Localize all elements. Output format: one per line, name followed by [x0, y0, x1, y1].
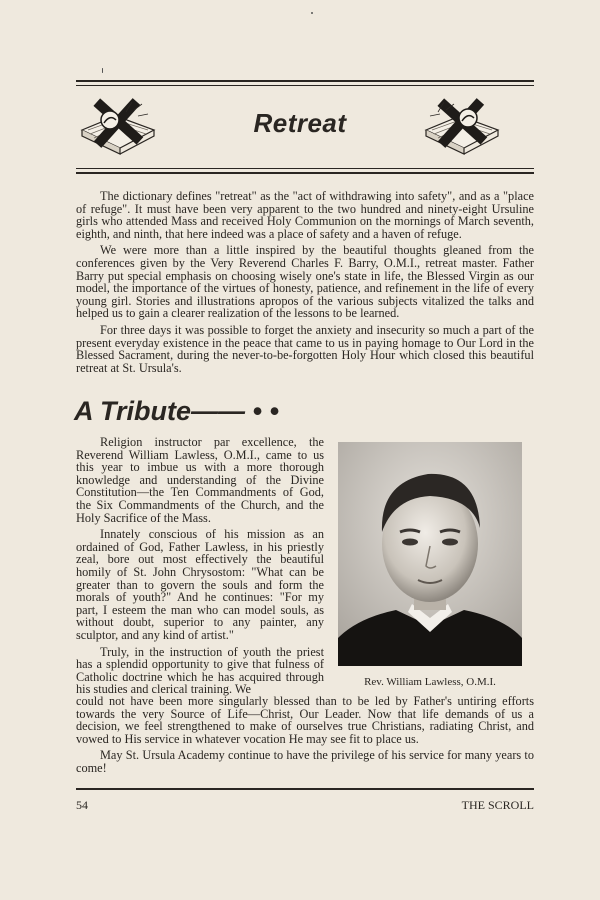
- tribute-continuation: [76, 695, 534, 779]
- paragraph: could not have been more singularly blessed than to be led by Father's untiring efforts towards the very Source of Life—Christ, Our Leader. Now that life demands of us a decision, we feel strengthened to make of ourselves true Christians, radiating Christ, and vowed to His service in whatever vocation He may see fit to place us.: [76, 694, 534, 746]
- publication-name: THE SCROLL: [461, 798, 534, 812]
- header-rule-top-thin: [76, 85, 534, 86]
- paragraph: May St. Ursula Academy continue to have the privilege of his service for many years to come!: [76, 748, 534, 775]
- cross-and-open-book-icon: [420, 90, 504, 162]
- header-rule-top: [76, 80, 534, 82]
- tribute-column: [76, 436, 324, 700]
- paragraph: Truly, in the instruction of youth the priest has a splendid opportunity to give that fulness of Catholic doctrine which he has acquired through his studies and clerical training. We: [76, 644, 324, 697]
- paragraph: For three days it was possible to forget the anxiety and insecurity so much a part of the present everyday existence in the peace that came to us in paying homage to Our Lord in the Blessed Sacrament, during the never-to-be-forgotten Holy Hour which closed this beautiful retreat at St. Ursula's.: [76, 322, 534, 375]
- paragraph: We were more than a little inspired by the beautiful thoughts gleaned from the conferences given by the Very Reverend Charles F. Barry, O.M.I., retreat master. Father Barry put special emphasis on choosing wisely one's state in life, the Blessed Virgin as our model, the importance of the virtues of honesty, patience, and refinement in the life of every young girl. Stories and illustrations apropos of the various subjects vitalized the talks and helped us to gain a clearer realization of the lessons to be learned.: [76, 243, 534, 321]
- paragraph: The dictionary defines "retreat" as the "act of withdrawing into safety", and as a "place of refuge". It must have been very apparent to the two hundred and ninety-eight Ursuline girls who attended Mass and received Holy Communion on the mornings of March seventh, eighth, and ninth, that here indeed was a place of safety and a haven of refuge.: [76, 189, 534, 241]
- photo-caption: Rev. William Lawless, O.M.I.: [364, 676, 496, 688]
- portrait-photo: [338, 442, 522, 666]
- speck: [102, 68, 103, 73]
- retreat-article: [76, 190, 534, 378]
- header-rule-bottom: [76, 172, 534, 174]
- header-rule-bottom-thin: [76, 168, 534, 169]
- paragraph: Religion instructor par excellence, the Reverend William Lawless, O.M.I., came to us this year to imbue us with a more thorough knowledge and understanding of the Divine Constitution—the Ten Commandments of God, the Six Commandments of the Church, and the Holy Sacrifice of the Mass.: [76, 435, 324, 525]
- footer-rule: [76, 788, 534, 790]
- paragraph: Innately conscious of his mission as an ordained of God, Father Lawless, in his priestly zeal, bore out most effectively the beautiful homily of St. John Chrysostom: "What can be greater than to govern the souls and form the morals of youth?" And he continues: "For my part, I esteem the man who can model souls, as without doubt, superior to any painter, any sculptor, and any kind of artist.": [76, 527, 324, 642]
- section-heading: A Tribute—— • •: [74, 396, 279, 426]
- page-footer: [76, 798, 534, 813]
- page-title: Retreat: [253, 108, 347, 138]
- speck: [311, 12, 313, 14]
- page-number: 54: [76, 798, 88, 812]
